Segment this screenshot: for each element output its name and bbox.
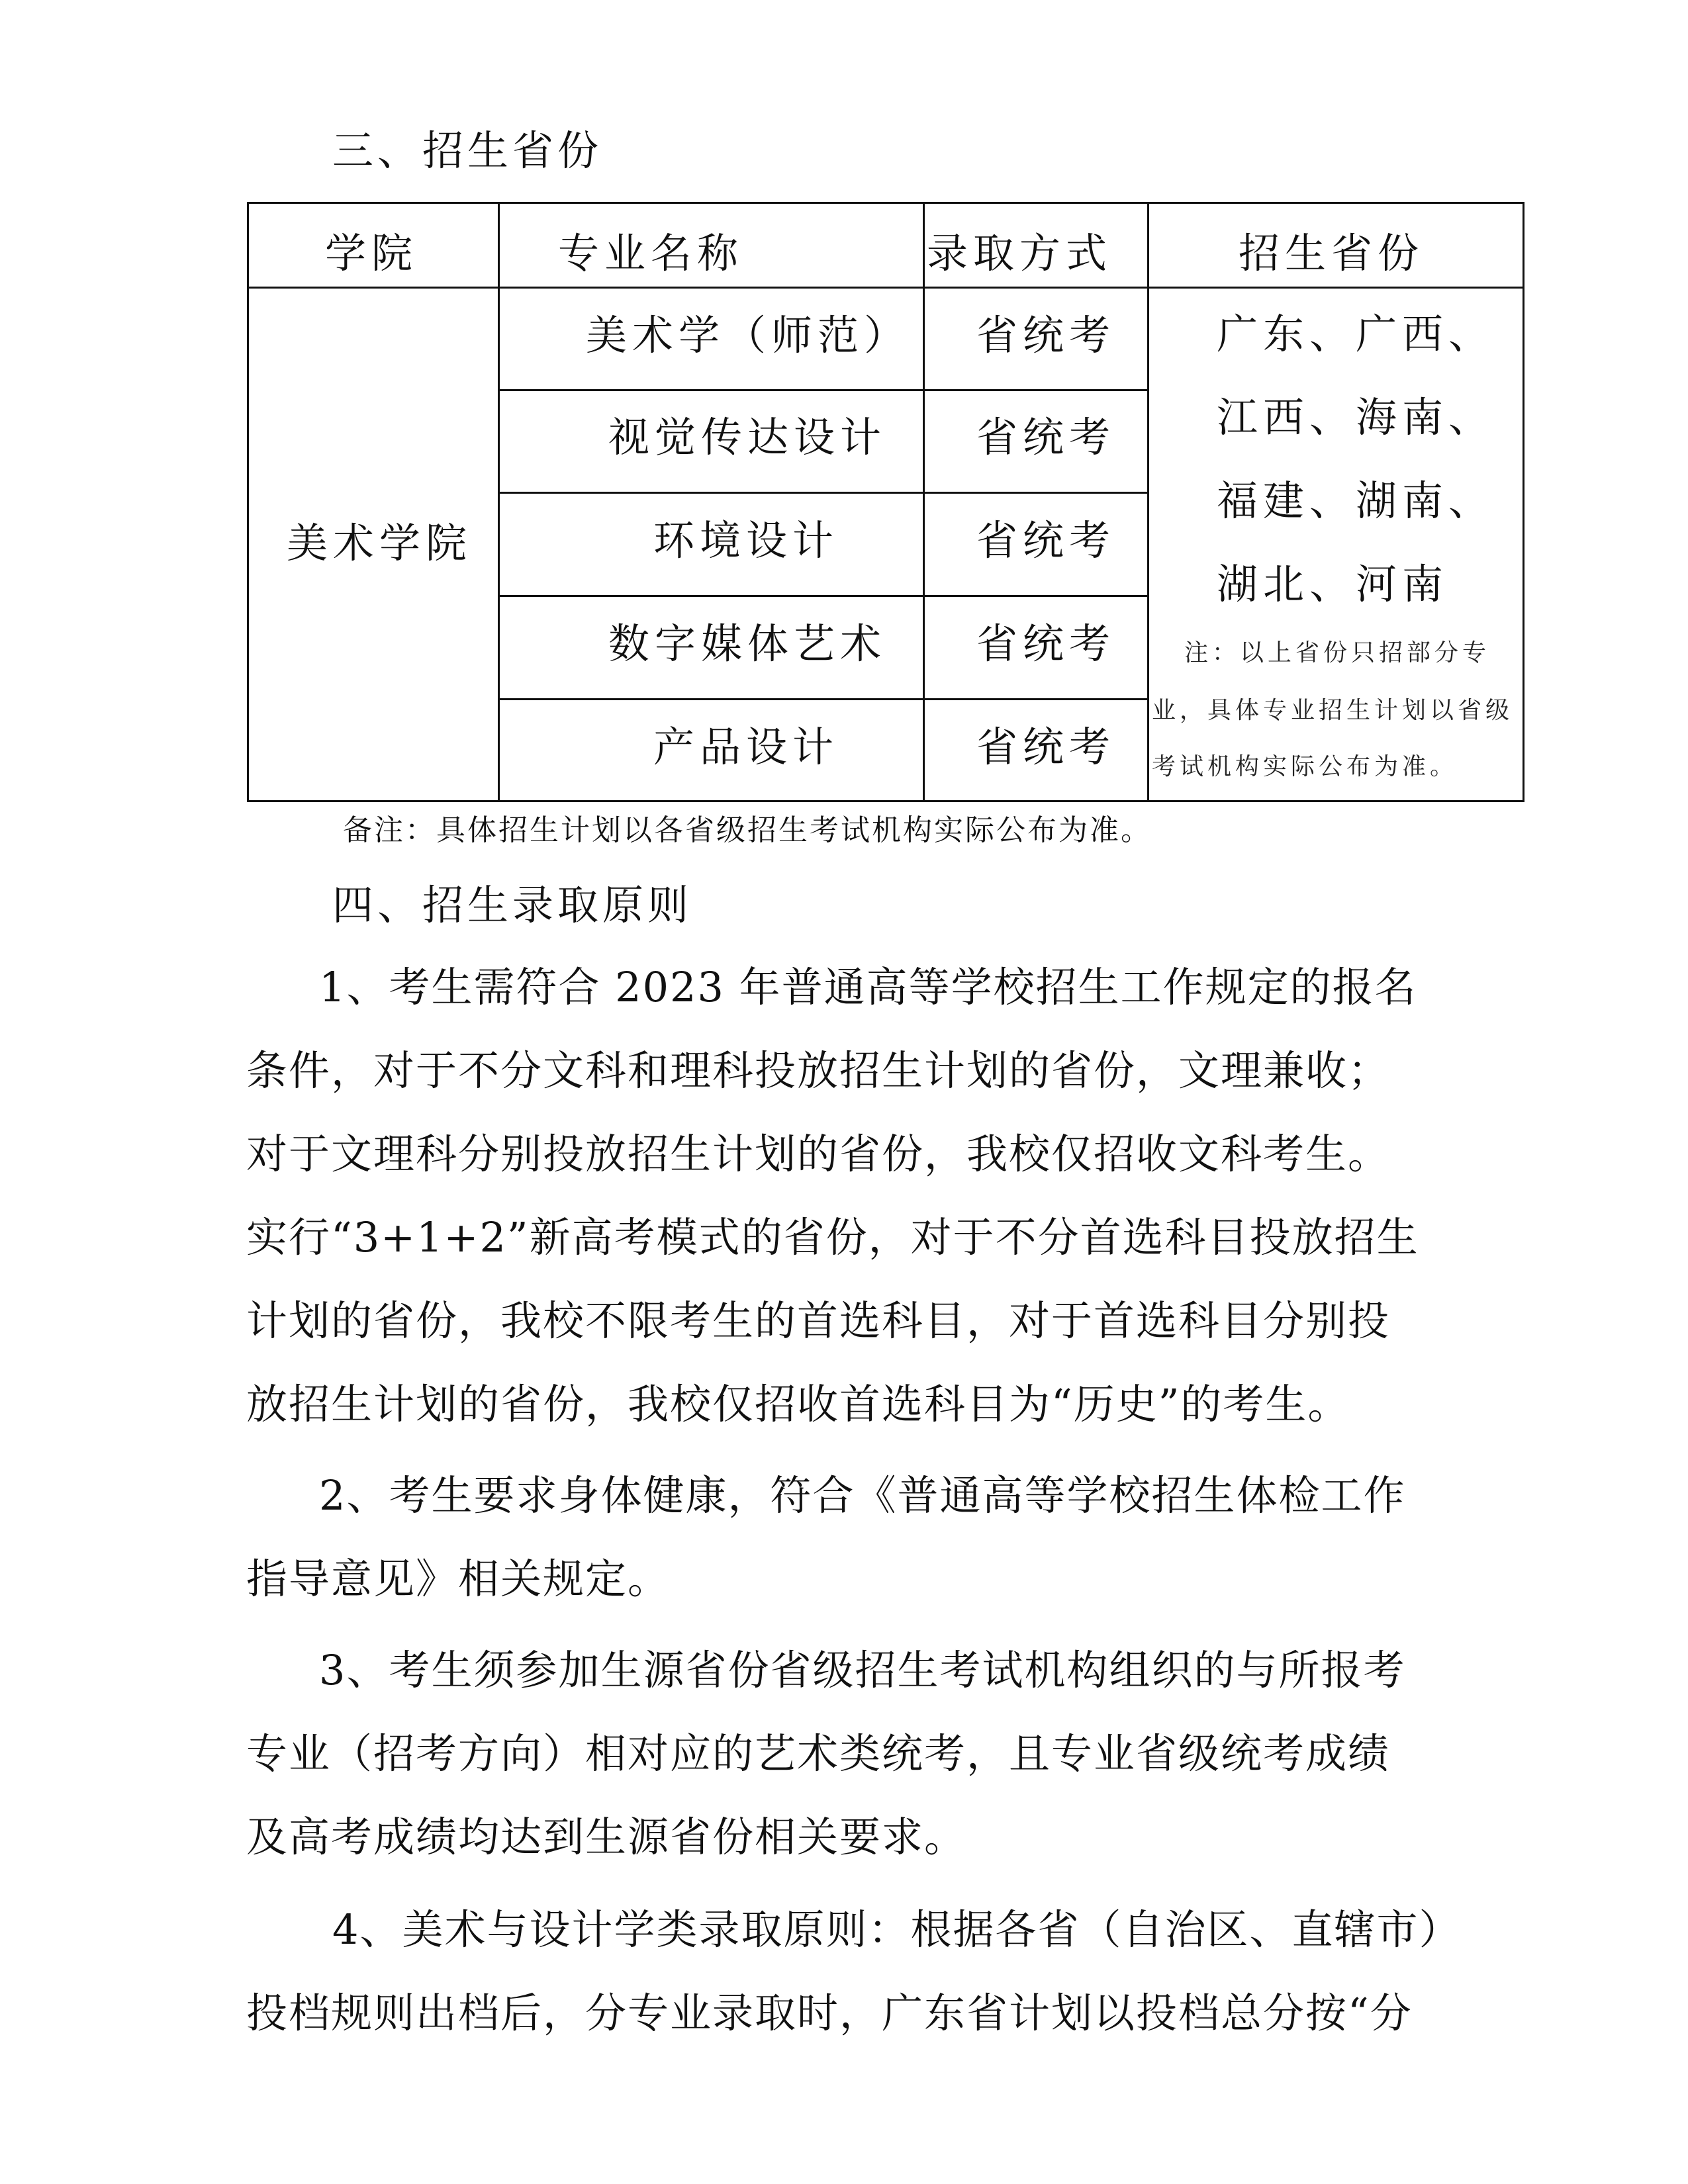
paragraph-line: 1、考生需符合 2023 年普通高等学校招生工作规定的报名 bbox=[319, 963, 1417, 1011]
table-border-left bbox=[247, 202, 249, 802]
paragraph-line: 指导意见》相关规定。 bbox=[246, 1555, 671, 1603]
table-header-divider bbox=[247, 287, 1524, 289]
table-row-divider-3 bbox=[498, 595, 1149, 597]
paragraph-line: 条件，对于不分文科和理科投放招生计划的省份，文理兼收； bbox=[246, 1046, 1391, 1095]
province-line: 广东、广西、 bbox=[1217, 310, 1495, 358]
paragraph-line: 对于文理科分别投放招生计划的省份，我校仅招收文科考生。 bbox=[246, 1130, 1391, 1178]
paragraph-line: 投档规则出档后，分专业录取时，广东省计划以投档总分按“分 bbox=[246, 1989, 1413, 2037]
section-4-title: 四、招生录取原则 bbox=[332, 881, 693, 929]
paragraph-line: 专业（招考方向）相对应的艺术类统考，且专业省级统考成绩 bbox=[246, 1729, 1391, 1778]
province-line: 湖北、河南 bbox=[1217, 560, 1449, 608]
header-provinces: 招生省份 bbox=[1239, 229, 1425, 277]
section-3-title: 三、招生省份 bbox=[332, 126, 603, 175]
header-major: 专业名称 bbox=[558, 229, 744, 277]
paragraph-line: 实行“3+1+2”新高考模式的省份，对于不分首选科目投放招生 bbox=[246, 1213, 1419, 1261]
method-cell: 省统考 bbox=[976, 723, 1116, 771]
paragraph-line: 计划的省份，我校不限考生的首选科目，对于首选科目分别投 bbox=[246, 1297, 1391, 1345]
major-cell: 美术学（师范） bbox=[586, 311, 911, 359]
paragraph-line: 4、美术与设计学类录取原则：根据各省（自治区、直辖市） bbox=[332, 1905, 1462, 1954]
table-row-divider-4 bbox=[498, 698, 1149, 700]
major-cell: 环境设计 bbox=[653, 516, 839, 565]
table-border-bottom bbox=[247, 800, 1524, 802]
table-col-divider-3 bbox=[1147, 202, 1149, 802]
table-col-divider-2 bbox=[923, 202, 925, 802]
table-row-divider-1 bbox=[498, 389, 1149, 391]
province-note-line: 考试机构实际公布为准。 bbox=[1152, 753, 1458, 780]
table-row-divider-2 bbox=[498, 492, 1149, 494]
method-cell: 省统考 bbox=[976, 619, 1116, 668]
table-border-top bbox=[247, 202, 1524, 204]
table-col-divider-1 bbox=[498, 202, 500, 802]
table-remark: 备注：具体招生计划以各省级招生考试机构实际公布为准。 bbox=[343, 813, 1152, 847]
province-note-line: 注：以上省份只招部分专 bbox=[1184, 639, 1491, 666]
method-cell: 省统考 bbox=[976, 516, 1116, 565]
major-cell: 数字媒体艺术 bbox=[608, 619, 887, 668]
table-border-right bbox=[1523, 202, 1524, 802]
enrollment-table bbox=[247, 202, 1524, 802]
header-method: 录取方式 bbox=[927, 229, 1113, 277]
province-note-line: 业，具体专业招生计划以省级 bbox=[1152, 697, 1514, 724]
paragraph-line: 2、考生要求身体健康，符合《普通高等学校招生体检工作 bbox=[319, 1471, 1406, 1520]
province-line: 福建、湖南、 bbox=[1217, 477, 1495, 525]
paragraph-line: 放招生计划的省份，我校仅招收首选科目为“历史”的考生。 bbox=[246, 1380, 1350, 1428]
college-name: 美术学院 bbox=[287, 519, 473, 567]
method-cell: 省统考 bbox=[976, 311, 1116, 359]
header-college: 学院 bbox=[325, 229, 418, 277]
method-cell: 省统考 bbox=[976, 413, 1116, 461]
province-line: 江西、海南、 bbox=[1217, 393, 1495, 441]
major-cell: 产品设计 bbox=[653, 723, 839, 771]
major-cell: 视觉传达设计 bbox=[608, 413, 887, 461]
paragraph-line: 及高考成绩均达到生源省份相关要求。 bbox=[246, 1813, 967, 1861]
paragraph-line: 3、考生须参加生源省份省级招生考试机构组织的与所报考 bbox=[319, 1646, 1406, 1694]
